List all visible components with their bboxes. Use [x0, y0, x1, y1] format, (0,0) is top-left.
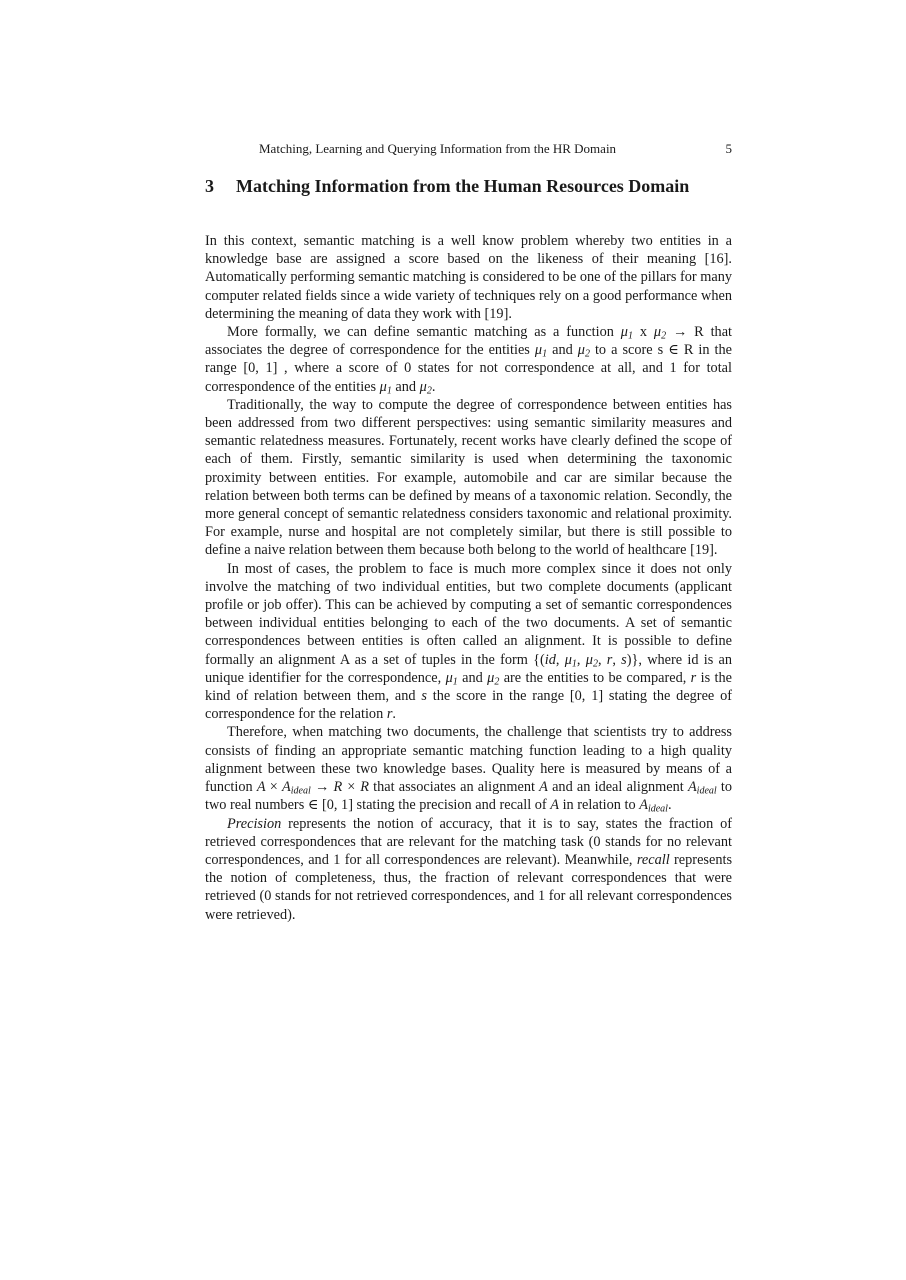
math-s-in-R: s ∈ R	[657, 342, 694, 359]
paragraph-4: In most of cases, the problem to face is much more complex since it does not only involve the matching of two individual entities, but two complete documents (applicant profile or job offer). This can be achieved by computing a set of semantic correspondences between individual entities belonging to each of the two documents. A set of semantic correspondences between entities is often called an alignment. It is possible to define formally an alignment A as a set of tuples in the form {(id, $\mu_1$, $\mu_2$, r, s)}, where id is an unique identifier for the correspondence, $\mu_1$ and $\mu_2$ are the entities to be compared, r is the kind of relation between them, and s the score in the range [0, 1] stating the degree of correspondence for the relation r.	[205, 560, 733, 723]
math-mu2: $\mu_2$	[653, 324, 667, 342]
running-title: Matching, Learning and Querying Information from the HR Domain	[259, 141, 617, 156]
math-mu1: $\mu_1$	[620, 324, 633, 342]
paragraph-text: the score in the range [0, 1] stating the degree of correspondence for the relation	[205, 688, 732, 723]
paragraph-text: in the range [0, 1] , where a score of 0 states for not correspondence at all, and 1 for total correspondence of the entities	[205, 342, 732, 395]
paragraph-6	[205, 815, 732, 924]
term-precision: Precision	[227, 815, 282, 832]
page-number: 5	[725, 141, 732, 156]
paragraph-text: to a score	[589, 342, 658, 359]
paragraph-2: More formally, we can define semantic matching as a function $\mu_1$ x $\mu_2 \to R$ that associates the degree of correspondence for the entities $\mu_1$ and $\mu_2$ to a score s ∈ R in the range [0, 1] , where a score of 0 states for not correspondence at all, and 1 for total correspondence of the entities $\mu_1$ and $\mu_2$.	[205, 324, 733, 397]
term-recall: recall	[636, 851, 670, 868]
paragraph-text: , where id is an unique identifier for the correspondence,	[205, 651, 733, 686]
math-quality-function: $A \times A_{ideal} \to R \times R$	[256, 779, 369, 797]
paragraph-text: that associates the degree of correspondence for the entities	[205, 324, 733, 359]
math-tuple: {(id, $\mu_1$, $\mu_2$, r, s)}	[533, 651, 639, 670]
paragraph-3	[205, 396, 732, 560]
paragraph-text: and an ideal alignment	[547, 779, 688, 796]
paragraph-5: Therefore, when matching two documents, the challenge that scientists try to address consists of finding an appropriate semantic matching function leading to a high quality alignment between these two knowledge bases. Quality here is measured by means of a function $A \times A_{ideal} \to R \times R$ that associates an alignment A and an ideal alignment $A_{ideal}$ to two real numbers ∈ [0, 1] stating the precision and recall of A in relation to $A_{ideal}$.	[205, 724, 732, 815]
paragraph-text: In most of cases, the problem to face is much more complex since it does not only involve the matching of two individual entities, but two complete documents (applicant profile or job offer). This can be achieved by computing a set of semantic correspondences between individual entities belonging to each of the two documents. A set of semantic correspondences between entities is often called an alignment. It is possible to define formally an alignment A as a set of tuples in the form	[205, 560, 732, 668]
paragraph-text: In this context, semantic matching is a well know problem whereby two entities in a knowledge base are assigned a score based on the likeness of their meaning [16]. Automatically performing semantic matching is considered to be one of the pillars for many computer related fields since a wide variety of techniques rely on a good performance when determining the meaning of data they work with [19].	[205, 233, 732, 322]
body-text	[205, 232, 732, 924]
paragraph-text: that associates an alignment	[368, 779, 540, 796]
section-number: 3	[205, 176, 214, 196]
paragraph-text: More formally, we can define semantic matching as a function	[227, 324, 621, 341]
paragraph-text: is the kind of relation between them, and	[205, 669, 732, 705]
paragraph-text: are the entities to be compared,	[499, 669, 691, 686]
paragraph-text: represents the notion of accuracy, that it is to say, states the fraction of retrieved correspondences that are relevant for the matching task (0 stands for no relevant correspondences, and 1 for all correspondences are relevant). Meanwhile,	[205, 815, 732, 868]
paragraph-text: Therefore, when matching two documents, the challenge that scientists try to address consists of finding an appropriate semantic matching function leading to a high quality alignment between these two knowledge bases. Quality here is measured by means of a function	[205, 724, 732, 796]
paragraph-text: represents the notion of completeness, thus, the fraction of relevant correspondences that were retrieved (0 stands for not retrieved correspondences, and 1 for all relevant correspondences were retrieved).	[205, 851, 733, 923]
paragraph-1	[205, 232, 732, 323]
paragraph-text: Traditionally, the way to compute the degree of correspondence between entities has been addressed from two different perspectives: using semantic similarity measures and semantic relatedness measures. Fortunately, recent works have clearly defined the scope of each of them. Firstly, semantic similarity is used when determining the taxonomic proximity between entities. For example, automobile and car are similar because the relation between both terms can be defined by means of a taxonomic relation. Secondly, the more general concept of semantic relatedness considers taxonomic and relational proximity. For example, nurse and hospital are not completely similar, but there is still possible to define a naive relation between them because both belong to the world of healthcare [19].	[205, 396, 732, 559]
paragraph-text: to two real numbers ∈ [0, 1] stating the precision and recall of	[205, 779, 732, 814]
section-title: Matching Information from the Human Resources Domain	[236, 176, 690, 196]
paragraph-text: in relation to	[559, 797, 640, 814]
